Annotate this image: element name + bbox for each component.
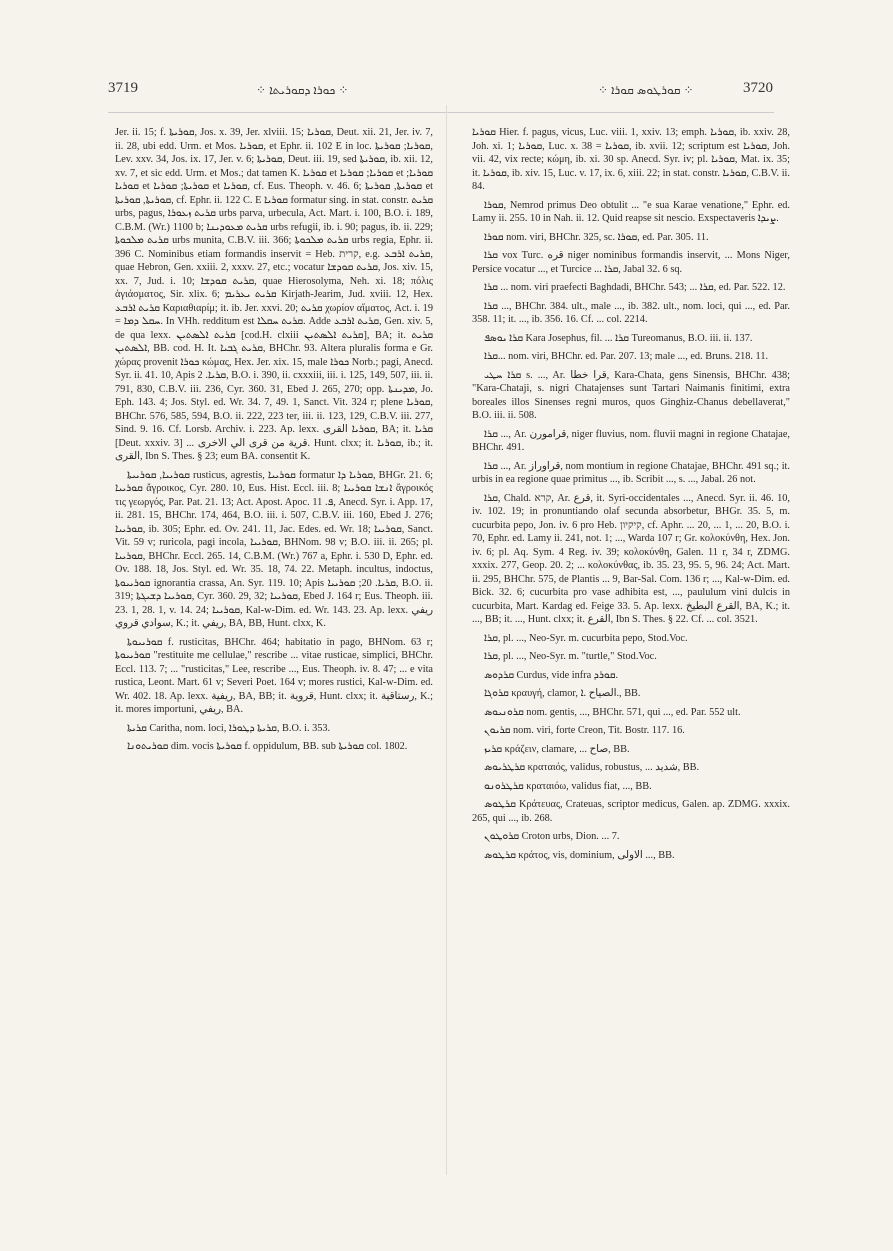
entry-paragraph: ܩܘܪܐ, Nemrod primus Deo obtulit ... "e sua Karae venatione," Ephr. ed. Lamy ii. 255. 10 in Nah. ii. 12. Quid reapse sit nescio. Exspectaveris ܨܝܕܐ. bbox=[472, 199, 790, 224]
entry-paragraph: ܩܘܪܝܝܘܬܐ f. rusticitas, BHChr. 464; habitatio in pago, BHNom. 63 r; ܩܘܪܝܝܘܬܐ "restituite me cellulae," rescribe ... vitae rusticae, simplici, BHChr. Eccl. 113. 7; ... "rusticitas," Lee, rescribe ..., Eus. Theoph. iv. 8. 47; ... e vita rustica, Leont. Mart. 61 v; Severi Poet. 164 v; mores rustici, Kal-w-Dim. ed. Wr. 402. 18. Ap. lexx. ريفية, BA, BB; it. قروية, Hunt. clxx; it. رستاقية, K.; it. mores importuni, ريفي, BA. bbox=[115, 636, 433, 715]
entry-paragraph: ܩܪܐ, pl. ..., Neo-Syr. m. "turtle," Stod.Voc. bbox=[484, 651, 657, 662]
entry-paragraph: ܩܪܘܓܐ κραυγή, clamor, الصياح .ܐ., BB. bbox=[484, 688, 641, 699]
entry-paragraph: ܩܪܐ ... nom. viri praefecti Baghdadi, BHChr. 543; ... ܩܪܐ, ed. Par. 522. 12. bbox=[484, 282, 786, 293]
entry-paragraph: ܩܪܕܘܣ Curdus, vide infra ܩܘܪܕ. bbox=[484, 669, 619, 681]
page-header bbox=[108, 80, 773, 104]
entry-paragraph: ܩܪܐ ..., Ar. قراوراز, nom montium in regione Chatajae, BHChr. 491 sq.; it. urbis in ea regione quae primitus ..., ib. Scribit ..., s. ..., Jabal. 26 not. bbox=[472, 460, 790, 485]
running-title-left: ⁘ ܟܘܪܐ ܕܩܘܪܝܬܐ ⁘ bbox=[256, 83, 349, 97]
header-rule bbox=[108, 112, 774, 113]
entry-paragraph: ܩܘܪܝܬܘܢܐ dim. vocis ܩܘܪܝܬܐ f. oppidulum, BB. sub ܩܘܪܝܬܐ col. 1802. bbox=[127, 741, 408, 752]
entry-paragraph: ܩܪܛܘܣ Κράτευας, Crateuas, scriptor medicus, Galen. ap. ZDMG. xxxix. 265, qui ..., ib. 268. bbox=[472, 799, 790, 824]
page-number-left: 3719 bbox=[108, 80, 138, 96]
entry-paragraph: ܩܪܛܪܝܘܣ κραταιός, validus, robustus, ... شديد, BB. bbox=[484, 762, 700, 773]
right-column bbox=[472, 126, 790, 867]
entry-paragraph: ܩܪܐ ܝܘܣܦ Kara Josephus, fil. ... ܩܪܐ Tureomanus, B.O. iii. ii. 137. bbox=[484, 332, 753, 344]
entry-paragraph: ܩܪܛܘܣ κράτος, vis, dominium, الاولى ..., BB. bbox=[484, 849, 675, 861]
entry-paragraph: ܩܪܐ, pl. ..., Neo-Syr. m. cucurbita pepo, Stod.Voc. bbox=[484, 632, 688, 644]
entry-paragraph: ܩܘܪܝܐ Hier. f. pagus, vicus, Luc. viii. 1, xxiv. 13; emph. ܩܘܪܝܐ, ib. xxiv. 28, Joh. xi. 1; ܩܘܪܝܐ, Luc. x. 38 = ܩܘܪܝܐ, ib. xvii. 12; scriptum est ܩܘܪܝܐ, Joh. vii. 42, vix recte; κώμη, ib. xi. 30 sp. Anecd. Syr. iv; pl. ܩܘܪܝܐ, Mat. ix. 35; it. ܩܘܪܝܐ, ib. xiv. 15, Luc. v. 17, ix. 6, xiii. 22; in stat. constr. ܩܘܪܝܐ, C.B.V. ii. 84. bbox=[472, 127, 791, 192]
entry-paragraph: ܩܪܐ ..., BHChr. 384. ult., male ..., ib. 382. ult., nom. loci, qui ..., ed. Par. 358. 11; it. ..., ib. 356. 16. Cf. ... col. 2214. bbox=[472, 300, 790, 325]
entry-paragraph: ܩܪܐ ..., Ar. قرامورن, niger fluvius, nom. fluvii magni in regione Chatajae, BHChr. 491. bbox=[472, 428, 791, 453]
entry-paragraph: ܩܪܐ... nom. viri, BHChr. ed. Par. 207. 13; male ..., ed. Bruns. 218. 11. bbox=[484, 351, 769, 362]
left-column bbox=[115, 126, 433, 759]
entry-paragraph: ܩܪܝܘܢ nom. viri, forte Creon, Tit. Bostr. 117. 16. bbox=[484, 725, 685, 736]
entry-paragraph: ܩܪܐ, Chald. קרא, Ar. قرع, it. Syri-occidentales ..., Anecd. Syr. ii. 46. 10, iv. 102. 19; in pronuntiando olaf secunda absorbetur, BHGr. 35. 5, m. cucurbita pepo, Jon. iv. 6 pro Heb. קיקיון, cf. Aphr. ... 20, ... 1, ... 20, B.O. i. 70, Ephr. ed. Lamy ii. 241, not. 1; ..., Warda 107 r; Gr. κολοκύνθη, Hex. Jon. iv. 6; pl. Aq. Sym. 4 Reg. iv. 39; κολοκύνθη, Galen. 11 r, 34 r, ZDMG. xxxix. 277, Geop. 20. 2; ... κολοκύνθας, ib. 35. 23, 95. 5, 96. 24; Act. Mart. ii. 295, BHChr. 575, de Plantis ... 9, Bar-Sal. Com. 136 r; ..., Kal-w-Dim. ed. Bick. 32. 6; cucurbita pro vase adhibita est, ..., paululum vini dulcis in cucurbita, Mart. Kardag ed. Feige 33. 5. Ap. lexx. القرع البطيخ, BA, K.; it. ..., BB; it. ..., Hunt. clxx; it. القرع, Ibn S. Thes. § 22. Cf. ... col. 3521. bbox=[472, 492, 790, 625]
entry-paragraph: ܩܪܛܪܘܢܘ κραταιόω, validus fiat, ..., BB. bbox=[484, 780, 652, 792]
column-seam bbox=[446, 105, 447, 1175]
entry-paragraph: ܩܪܝܙ κράζειν, clamare, ... صاح, BB. bbox=[484, 743, 630, 755]
running-title-right: ⁘ ܩܘܪܛܘܣ ܩܘܪܐ ⁘ bbox=[598, 83, 694, 97]
entry-paragraph: Jer. ii. 15; f. ܩܘܪܝܬܐ, Jos. x. 39, Jer. xlviii. 15; ܩܘܪܝܐ, Deut. xii. 21, Jer. iv. 7, ii. 28, ubi edd. Urm. et Mos. ܩܘܪܝܐ, et Ephr. ii. 102 E in loc. ܩܘܪܝܐ; ܩܘܪܝܬܐ, Lev. xxv. 34, Jos. ix. 17, Jer. v. 6; ܩܘܪܝܬܐ, Deut. iii. 19, sed ܩܘܪܝܬܐ, ib. xii. 12, xv. 7, et sic edd. Urm. et Mos.; dat tamen K. ܩܘܪܝܐ et ܩܘܪܝܐ; ܩܘܪܝܐ et ܩܘܪܝܐ; ܩܘܪܝܐ et ܩܘܪܝܬܐ; ܩܘܪܝܐ et ܩܘܪܝܐ, cf. Eus. Theoph. v. 46. 6; ܩܘܪܝܬܐ, ܩܘܪܝܬܐ et ܩܘܪܝܬܐ, ܩܘܪܝܬܐ, cf. Ephr. ii. 122 C. E ܩܘܪܝܐ formatur sing. in stat. constr. ܩܪܝܬ urbs, pagus, ܩܪܝܬ ܙܥܘܪܐ urbs parva, urbecula, Act. Mart. i. 100, B.O. i. 189, C.B.M. (Wr.) 1100 b; ܩܪܝܬ ܡܥܘܕܝܢܐ urbs refugii, ib. i. 90; pagus, ib. ii. 229; ܩܪܝܬ ܡܠܟܘܬܐ urbs munita, C.B.V. iii. 366; ܩܪܝܬ ܡܠܟܘܬܐ urbs regia, Ephr. ii. 396 C. Nominibus etiam formandis inservit = Heb. קרית, e.g. ܩܪܝܬ ܐܪܒܥ, quae Hebron, Gen. xxiii. 2, xxxv. 27, etc.; vocatur ܩܪܝܬ ܩܘܕܫܐ, Jos. xiv. 15, xx. 7, Jud. i. 10; ܩܪܝܬ ܩܘܕܫܐ, quae Hierosolyma, Neh. xi. 18; πόλις ἁγιάσματος, Sir. xlix. 6; ܩܪܝܬ ܝܥܪܝܡ Kirjath-Jearim, Jud. xviii. 12, Hex. ܩܪܝܬ ܐܪܒܥ Καριαθιαρίμ; it. ib. Jer. xxvi. 20; ܩܪܝܬ χωρίον αἵματος, Act. i. 19 = ܚܩܠ ܕܡܐ. In VHh. redditum est ܩܪܝܬ ܚܩܠܐ. Adde ܩܪܝܬ ܐܪܒܥ, Gen. xiv. 5, de qua lexx. ܩܪܝܬ ܐܠܣܬܝܢ [cod.H. clxiii ܩܪܝܬ ܐܠܣܬܝܢ], BA; it. ܩܪܝܬ ܐܠܣܬܝܢ, BB. cod. H. It. ܩܪܝܬ ܓܒܝܐ, BHChr. 93. Altera pluralis forma e Gr. χώρας provenit ܟܘܪܐ κώμας, Hex. Jer. xix. 15, male ܟܘܪܐ Norb.; pagi, Anecd. Syr. ii. 41. 10, Apis ܩܪܝܐ. 2, B.O. i. 390, ii. cxxxiii, iii. i. 125, 149, 507, iii. ii. 791, 830, C.B.V. iii. 236, Cyr. 360. 31, Ebed J. 265, 270; opp. ܡܕܝܢܬܐ, Jo. Eph. 143. 4; Jos. Styl. ed. Wr. 34. 7, 49. 1, Sanct. Vit. 324 r; plene ܩܘܪܝܐ, BHChr. 576, 585, 594, B.O. ii. 222, 223 ter, iii. ii. 123, 129, C.B.V. iii. 277, Sind. 9. 16. Cf. Lorsb. Archiv. i. 223. Ap. lexx. ܩܘܪܝܐ القرى, BA; it. ܩܪܝܐ [Deut. xxxiv. 3] ... قرية من قرى الي الاخرى. Hunt. clxx; it. ܩܘܪܝܐ, ib.; it. القرى, Ibn S. Thes. § 23; eum BA. consentit K. bbox=[115, 127, 434, 462]
entry-paragraph: ܩܪܐ ܚܛܝ s. ..., Ar. قرا خطا, Kara-Chata, gens Sinensis, BHChr. 438; "Kara-Chataji, s. nigri Chatajenses sunt Tartari Naimanis finitimi, extra boreales illos Sinenses regni muros, quos Ginghiz-Chanus debellaverat," B.O. iii. ii. 508. bbox=[472, 369, 790, 421]
entry-paragraph: ܩܘܪܐ nom. viri, BHChr. 325, sc. ܩܘܪܐ, ed. Par. 305. 11. bbox=[484, 231, 709, 243]
entry-paragraph: ܩܘܪܝܝܐ, ܩܘܪܝܝܬܐ rusticus, agrestis, ܩܘܪܝܝܐ formatur ܩܘܪܝܐ ܕܐ, BHGr. 21. 6; ܩܘܪܝܝܐ ἄγροικος, Cyr. 280. 10, Eus. Hist. Eccl. iii. 8; ܐܢܫܐ ܩܘܪܝܝܐ ἄγροικός τις γεωργός, Par. Pat. 21. 13; Act. Apost. Apoc. ܦ. 11, Anecd. Syr. i. App. 17, ii. 281. 15, BHChr. 174, 464, B.O. iii. i. 507, C.B.V. iii. 160, Ebed J. 276; ܩܘܪܝܝܐ, ib. 305; Ephr. ed. Ov. 241. 11, Jac. Edes. ed. Wr. 18; ܩܘܪܝܝܐ, Sanct. Vit. 59 v; ruricola, pagi incola, ܩܘܪܝܝܐ, BHNom. 98 v; B.O. iii. ii. 265; pl. ܩܘܪܝܝܐ, BHChr. Eccl. 265. 14, C.B.M. (Wr.) 767 a, Ephr. i. 530 D, Ephr. ed. Ov. 188. 18, Jos. Styl. ed. Wr. 35. 18, 74. 22. Metaph. incultus, indoctus, ܩܘܪܝܝܘܬܐ ignorantia crassa, An. Syr. 119. 10; Apis ܩܪܝܐ. 20; ܩܘܪܝܝܐ, B.O. ii. 319; ܩܘܪܝܝܐ ܕܫܝܓܬܐ, Cyr. 360. 29, 32; ܩܘܪܝܝܐ, Ebed J. 164 r; Eus. Theoph. iii. 23. 1, 28. 1, v. 14. 24; ܩܘܪܝܝܐ, Kal-w-Dim. ed. Wr. 143. 23. Ap. lexx. ريفي سوادي قروي, K.; it. ريفي, BA, BB, Hunt. clxx, K. bbox=[115, 469, 434, 629]
page-number-right: 3720 bbox=[743, 80, 773, 96]
entry-paragraph: ܩܪܝܬܐ Caritha, nom. loci, ܩܪܝܬܐ ܕܛܘܪܐ, B.O. i. 353. bbox=[127, 722, 331, 734]
entry-paragraph: ܩܪܘܢܝܘܣ nom. gentis, ..., BHChr. 571, qui ..., ed. Par. 552 ult. bbox=[484, 706, 741, 718]
entry-paragraph: ܩܪܘܛܘܢ Croton urbs, Dion. ... 7. bbox=[484, 831, 620, 842]
entry-paragraph: ܩܪܐ vox Turc. قره niger nominibus formandis inservit, ... Mons Niger, Persice vocatur ..., et Turcice ... ܩܪܐ, Jabal 32. 6 sq. bbox=[472, 250, 790, 275]
